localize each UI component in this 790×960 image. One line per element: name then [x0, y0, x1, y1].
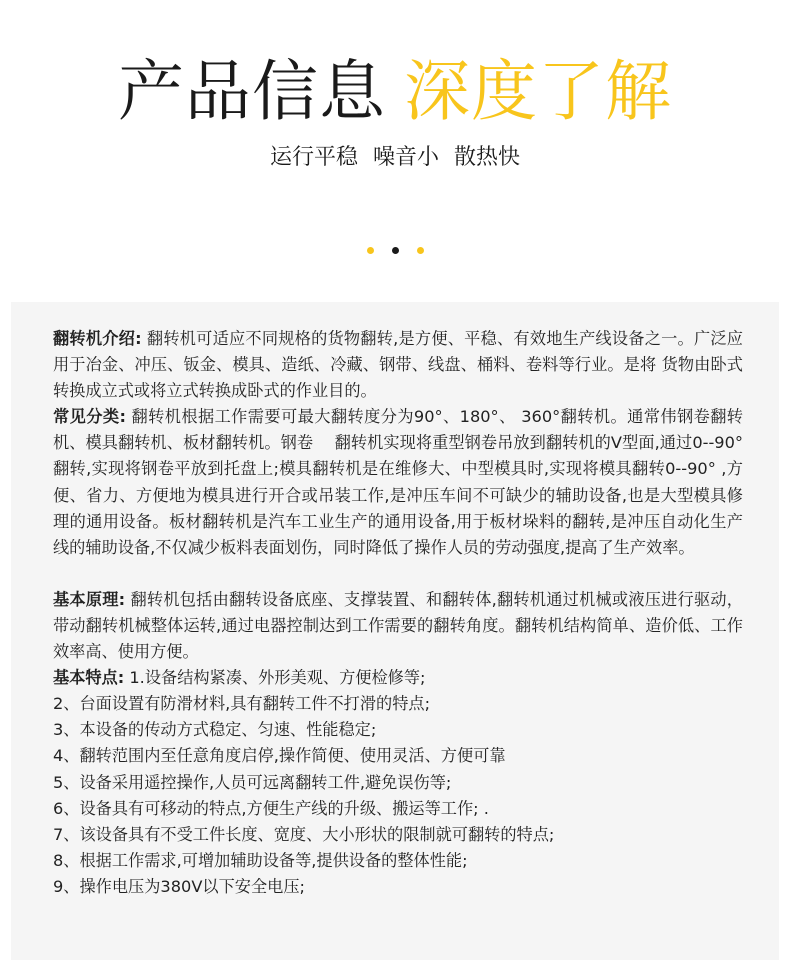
feature-item: 8、根据工作需求,可增加辅助设备等,提供设备的整体性能; [53, 850, 468, 870]
features-label: 基本特点: [53, 668, 125, 688]
intro-text: 翻转机可适应不同规格的货物翻转,是方便、平稳、有效地生产线设备之一。广泛应用于冶金、冲压、钣金、模具、造纸、冷藏、钢带、线盘、桶料、卷料等行业。是将 货物由卧式转换成立式或将立式转换成卧式的作业目的。 [53, 329, 743, 401]
header-section [0, 0, 790, 300]
types-text: 翻转机根据工作需要可最大翻转度分为90°、180°、 360°翻转机。通常伟钢卷翻转机、模具翻转机、板材翻转机。钢卷 翻转机实现将重型钢卷吊放到翻转机的V型面,通过0--90°翻转,实现将钢卷平放到托盘上;模具翻转机是在维修大、中型模具时,实现将模具翻转0--90° ,方便、省力、方便地为模具进行开合或吊装工作,是冲压车间不可缺少的辅助设备,也是大型模具修理的通用设备。板材翻转机是汽车工业生产的通用设备,用于板材垛料的翻转,是冲压自动化生产线的辅助设备,不仅减少板料表面划伤，同时降低了操作人员的劳动强度,提高了生产效率。 [53, 407, 743, 557]
subtitle-item: 散热快 [454, 145, 521, 170]
title-dark: 产品信息 [118, 53, 386, 130]
page-subtitle [0, 142, 790, 174]
dot-icon [417, 247, 424, 254]
product-info-text [53, 326, 743, 900]
subtitle-item: 噪音小 [372, 145, 439, 170]
types-paragraph [53, 404, 743, 561]
principle-label: 基本原理: [53, 589, 126, 609]
page-title [0, 52, 790, 132]
feature-item-1: 1.设备结构紧凑、外形美观、方便检修等; [124, 668, 426, 688]
types-label: 常见分类: [53, 407, 126, 427]
feature-item: 2、台面设置有防滑材料,具有翻转工件不打滑的特点; [53, 694, 431, 714]
intro-label: 翻转机介绍: [53, 329, 142, 348]
feature-item: 4、翻转范围内至任意角度启停,操作简便、使用灵活、方便可靠 [53, 746, 506, 766]
intro-paragraph [53, 326, 743, 404]
paragraph-gap [53, 561, 743, 587]
product-info-panel [11, 302, 779, 960]
features-heading [53, 665, 743, 691]
feature-item: 6、设备具有可移动的特点,方便生产线的升级、搬运等工作; . [53, 798, 489, 818]
feature-item: 9、操作电压为380V以下安全电压; [53, 876, 305, 896]
feature-item: 3、本设备的传动方式稳定、匀速、性能稳定; [53, 720, 377, 740]
feature-item: 7、该设备具有不受工件长度、宽度、大小形状的限制就可翻转的特点; [53, 824, 555, 844]
title-accent: 深度了解 [404, 53, 672, 130]
principle-text: 翻转机包括由翻转设备底座、支撑装置、和翻转体,翻转机通过机械或液压进行驱动，带动翻转机械整体运转,通过电器控制达到工作需要的翻转角度。翻转机结构简单、造价低、工作效率高、使用方便。 [53, 589, 743, 662]
dot-icon [367, 247, 374, 254]
principle-paragraph [53, 587, 743, 665]
dot-icon [392, 247, 399, 254]
features-list [53, 691, 743, 900]
decorative-dots [0, 247, 790, 254]
subtitle-item: 运行平稳 [269, 145, 358, 170]
feature-item: 5、设备采用遥控操作,人员可远离翻转工件,避免误伤等; [53, 772, 452, 792]
